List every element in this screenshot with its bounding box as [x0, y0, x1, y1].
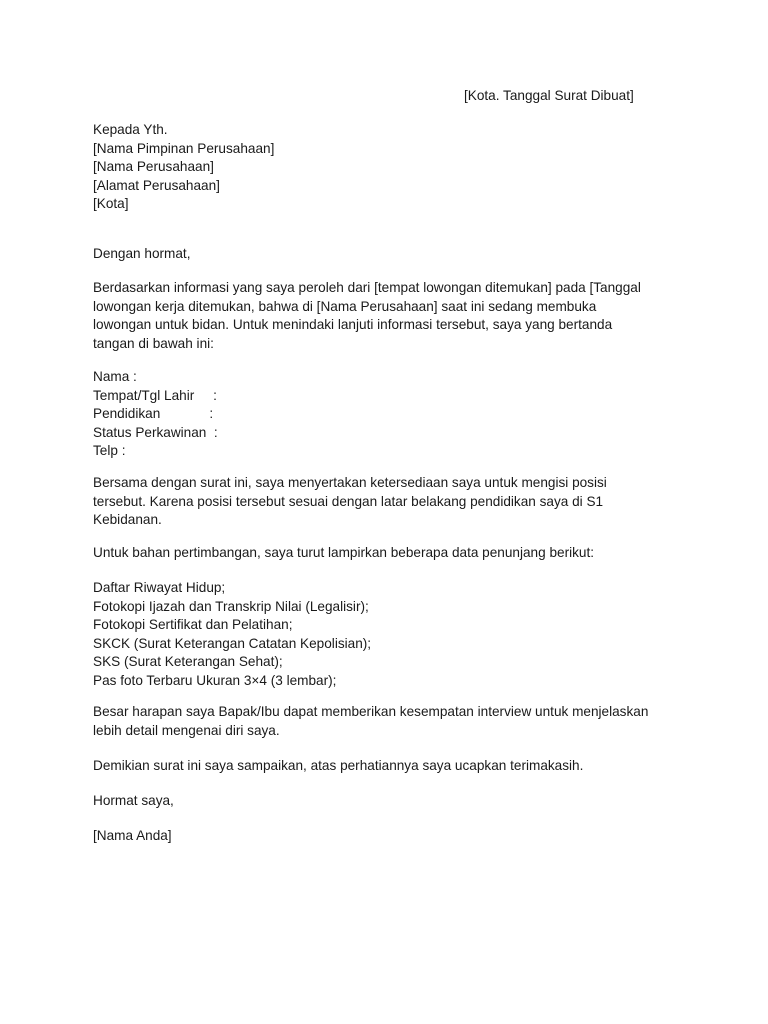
- paragraph-line: lebih detail mengenai diri saya.: [93, 722, 280, 738]
- statement-paragraph: [93, 474, 607, 530]
- paragraph-line: tangan di bawah ini:: [93, 335, 214, 351]
- field-status-perkawinan: [93, 424, 218, 443]
- field-separator: :: [206, 424, 218, 440]
- field-telp: [93, 442, 218, 461]
- recipient-block: [93, 121, 274, 214]
- paragraph-line: tersebut. Karena posisi tersebut sesuai dengan latar belakang pendidikan saya di S1: [93, 493, 604, 509]
- recipient-line: [Alamat Perusahaan]: [93, 177, 220, 193]
- paragraph-line: Berdasarkan informasi yang saya peroleh dari [tempat lowongan ditemukan] pada [Tanggal: [93, 280, 641, 295]
- paragraph-line: lowongan untuk bidan. Untuk menindaki lanjuti informasi tersebut, saya yang bertanda: [93, 317, 613, 332]
- attachment-item: Daftar Riwayat Hidup;: [93, 580, 226, 595]
- recipient-line: Kepada Yth.: [93, 122, 168, 137]
- signature: [Nama Anda]: [93, 828, 172, 843]
- field-nama: [93, 368, 218, 387]
- attachment-item: Pas foto Terbaru Ukuran 3×4 (3 lembar);: [93, 672, 337, 688]
- recipient-line: [Nama Pimpinan Perusahaan]: [93, 140, 275, 156]
- recipient-line: [Nama Perusahaan]: [93, 159, 214, 174]
- personal-fields: [93, 368, 218, 461]
- field-separator: :: [129, 369, 137, 384]
- field-separator: :: [194, 387, 217, 403]
- intro-paragraph: [93, 279, 641, 353]
- recipient-line: [Kota]: [93, 196, 129, 211]
- field-separator: :: [117, 443, 126, 458]
- paragraph-line: lowongan kerja ditemukan, bahwa di [Nama Perusahaan] saat ini sedang membuka: [93, 298, 597, 314]
- field-label: Status Perkawinan: [93, 424, 207, 440]
- hope-paragraph: [93, 703, 648, 740]
- attachment-item: Fotokopi Sertifikat dan Pelatihan;: [93, 617, 293, 632]
- attachment-item: Fotokopi Ijazah dan Transkrip Nilai (Legalisir);: [93, 598, 369, 614]
- field-label: Telp: [93, 443, 118, 458]
- salutation: Dengan hormat,: [93, 246, 191, 261]
- paragraph-line: Kebidanan.: [93, 512, 162, 527]
- field-label: Nama: [93, 369, 130, 384]
- attachments-list: [93, 579, 371, 690]
- paragraph-line: Besar harapan saya Bapak/Ibu dapat memberikan kesempatan interview untuk menjelaskan: [93, 704, 649, 719]
- closing: Hormat saya,: [93, 793, 174, 808]
- date-line: [Kota. Tanggal Surat Dibuat]: [464, 88, 634, 103]
- field-label: Pendidikan: [93, 406, 161, 421]
- attachments-intro: Untuk bahan pertimbangan, saya turut lampirkan beberapa data penunjang berikut:: [93, 545, 595, 560]
- field-pendidikan: [93, 405, 218, 424]
- field-tempat-tgl-lahir: [93, 387, 218, 406]
- field-label: Tempat/Tgl Lahir: [93, 387, 195, 403]
- paragraph-line: Bersama dengan surat ini, saya menyertakan ketersediaan saya untuk mengisi posisi: [93, 475, 607, 490]
- attachment-item: SKCK (Surat Keterangan Catatan Kepolisian);: [93, 635, 372, 651]
- field-separator: :: [160, 406, 214, 421]
- attachment-item: SKS (Surat Keterangan Sehat);: [93, 654, 283, 669]
- closing-statement: Demikian surat ini saya sampaikan, atas perhatiannya saya ucapkan terimakasih.: [93, 758, 584, 773]
